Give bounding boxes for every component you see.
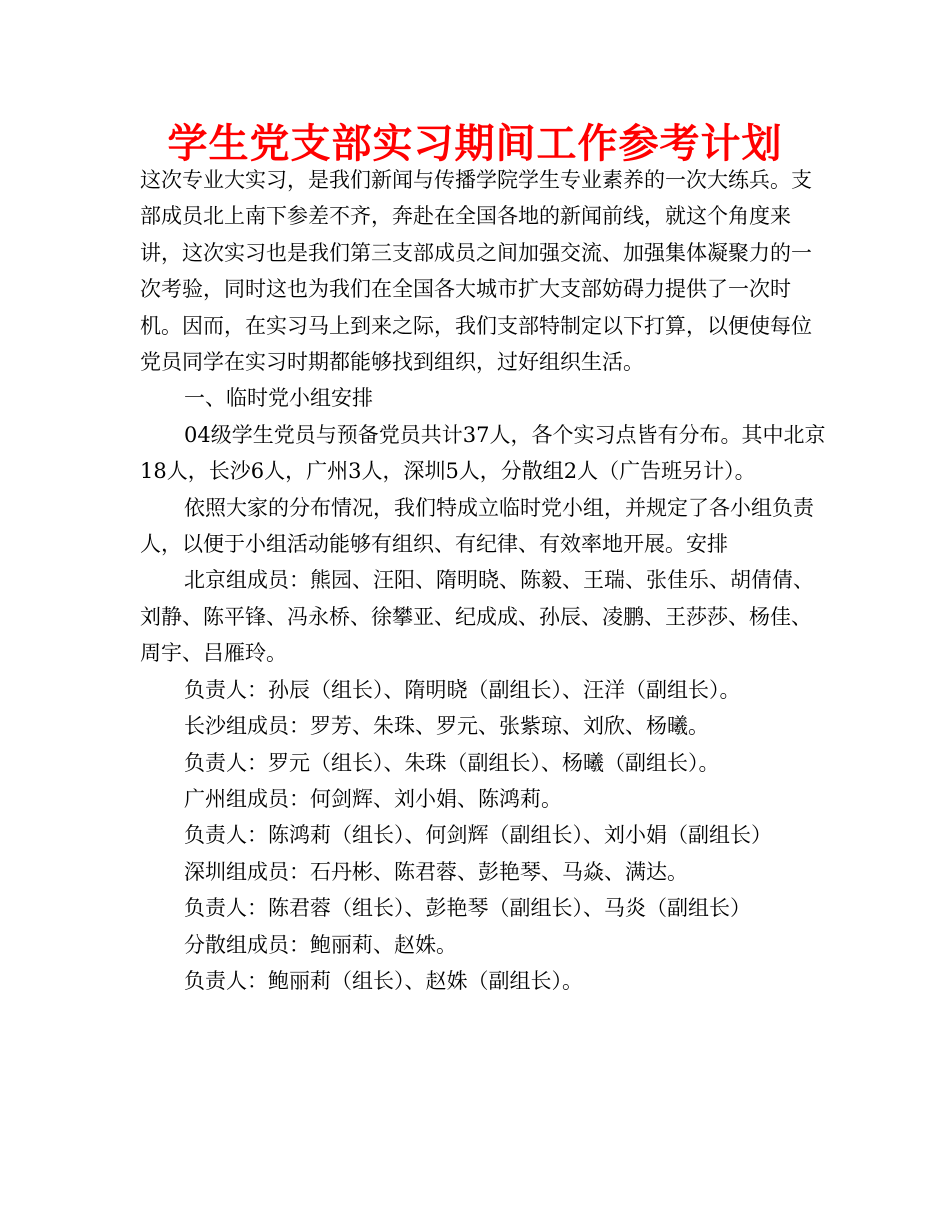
- paragraph-guangzhou-leaders: 负责人：陈鸿莉（组长）、何剑辉（副组长）、刘小娟（副组长）: [184, 823, 772, 848]
- section-heading-temporary-groups: 一、临时党小组安排: [184, 386, 373, 411]
- document-body: [140, 162, 830, 999]
- paragraph-scattered-leaders: 负责人：鲍丽莉（组长）、赵姝（副组长）。: [184, 968, 583, 993]
- paragraph-changsha-leaders: 负责人：罗元（组长）、朱珠（副组长）、杨曦（副组长）。: [184, 750, 720, 775]
- paragraph-intro: 这次专业大实习，是我们新闻与传播学院学生专业素养的一次大练兵。支部成员北上南下参差不齐，奔赴在全国各地的新闻前线，就这个角度来讲，这次实习也是我们第三支部成员之间加强交流、加强集体凝聚力的一次考验，同时这也为我们在全国各大城市扩大支部妨碍力提供了一次时机。因而，在实习马上到来之际，我们支部特制定以下打算，以便使每位党员同学在实习时期都能够找到组织，过好组织生活。: [140, 168, 812, 375]
- paragraph-guangzhou-members: 广州组成员：何剑辉、刘小娟、陈鸿莉。: [184, 786, 562, 811]
- paragraph-beijing-members: 北京组成员：熊园、汪阳、隋明晓、陈毅、王瑞、张佳乐、胡倩倩、刘静、陈平锋、冯永桥、徐攀亚、纪成成、孙辰、凌鹏、王莎莎、杨佳、周宇、吕雁玲。: [140, 568, 814, 666]
- paragraph-beijing-leaders: 负责人：孙辰（组长）、隋明晓（副组长）、汪洋（副组长）。: [184, 677, 741, 702]
- paragraph-shenzhen-leaders: 负责人：陈君蓉（组长）、彭艳琴（副组长）、马炎（副组长）: [184, 896, 751, 921]
- paragraph-member-distribution: 04级学生党员与预备党员共计37人，各个实习点皆有分布。其中北京18人，长沙6人，广州3人，深圳5人，分散组2人（广告班另计）。: [140, 422, 826, 484]
- paragraph-changsha-members: 长沙组成员：罗芳、朱珠、罗元、张紫琼、刘欣、杨曦。: [184, 714, 709, 739]
- paragraph-scattered-members: 分散组成员：鲍丽莉、赵姝。: [184, 932, 457, 957]
- paragraph-group-setup: 依照大家的分布情况，我们特成立临时党小组，并规定了各小组负责人，以便于小组活动能够有组织、有纪律、有效率地开展。安排: [140, 495, 814, 557]
- paragraph-shenzhen-members: 深圳组成员：石丹彬、陈君蓉、彭艳琴、马焱、满达。: [184, 859, 688, 884]
- document-title: 学生党支部实习期间工作参考计划: [167, 121, 783, 167]
